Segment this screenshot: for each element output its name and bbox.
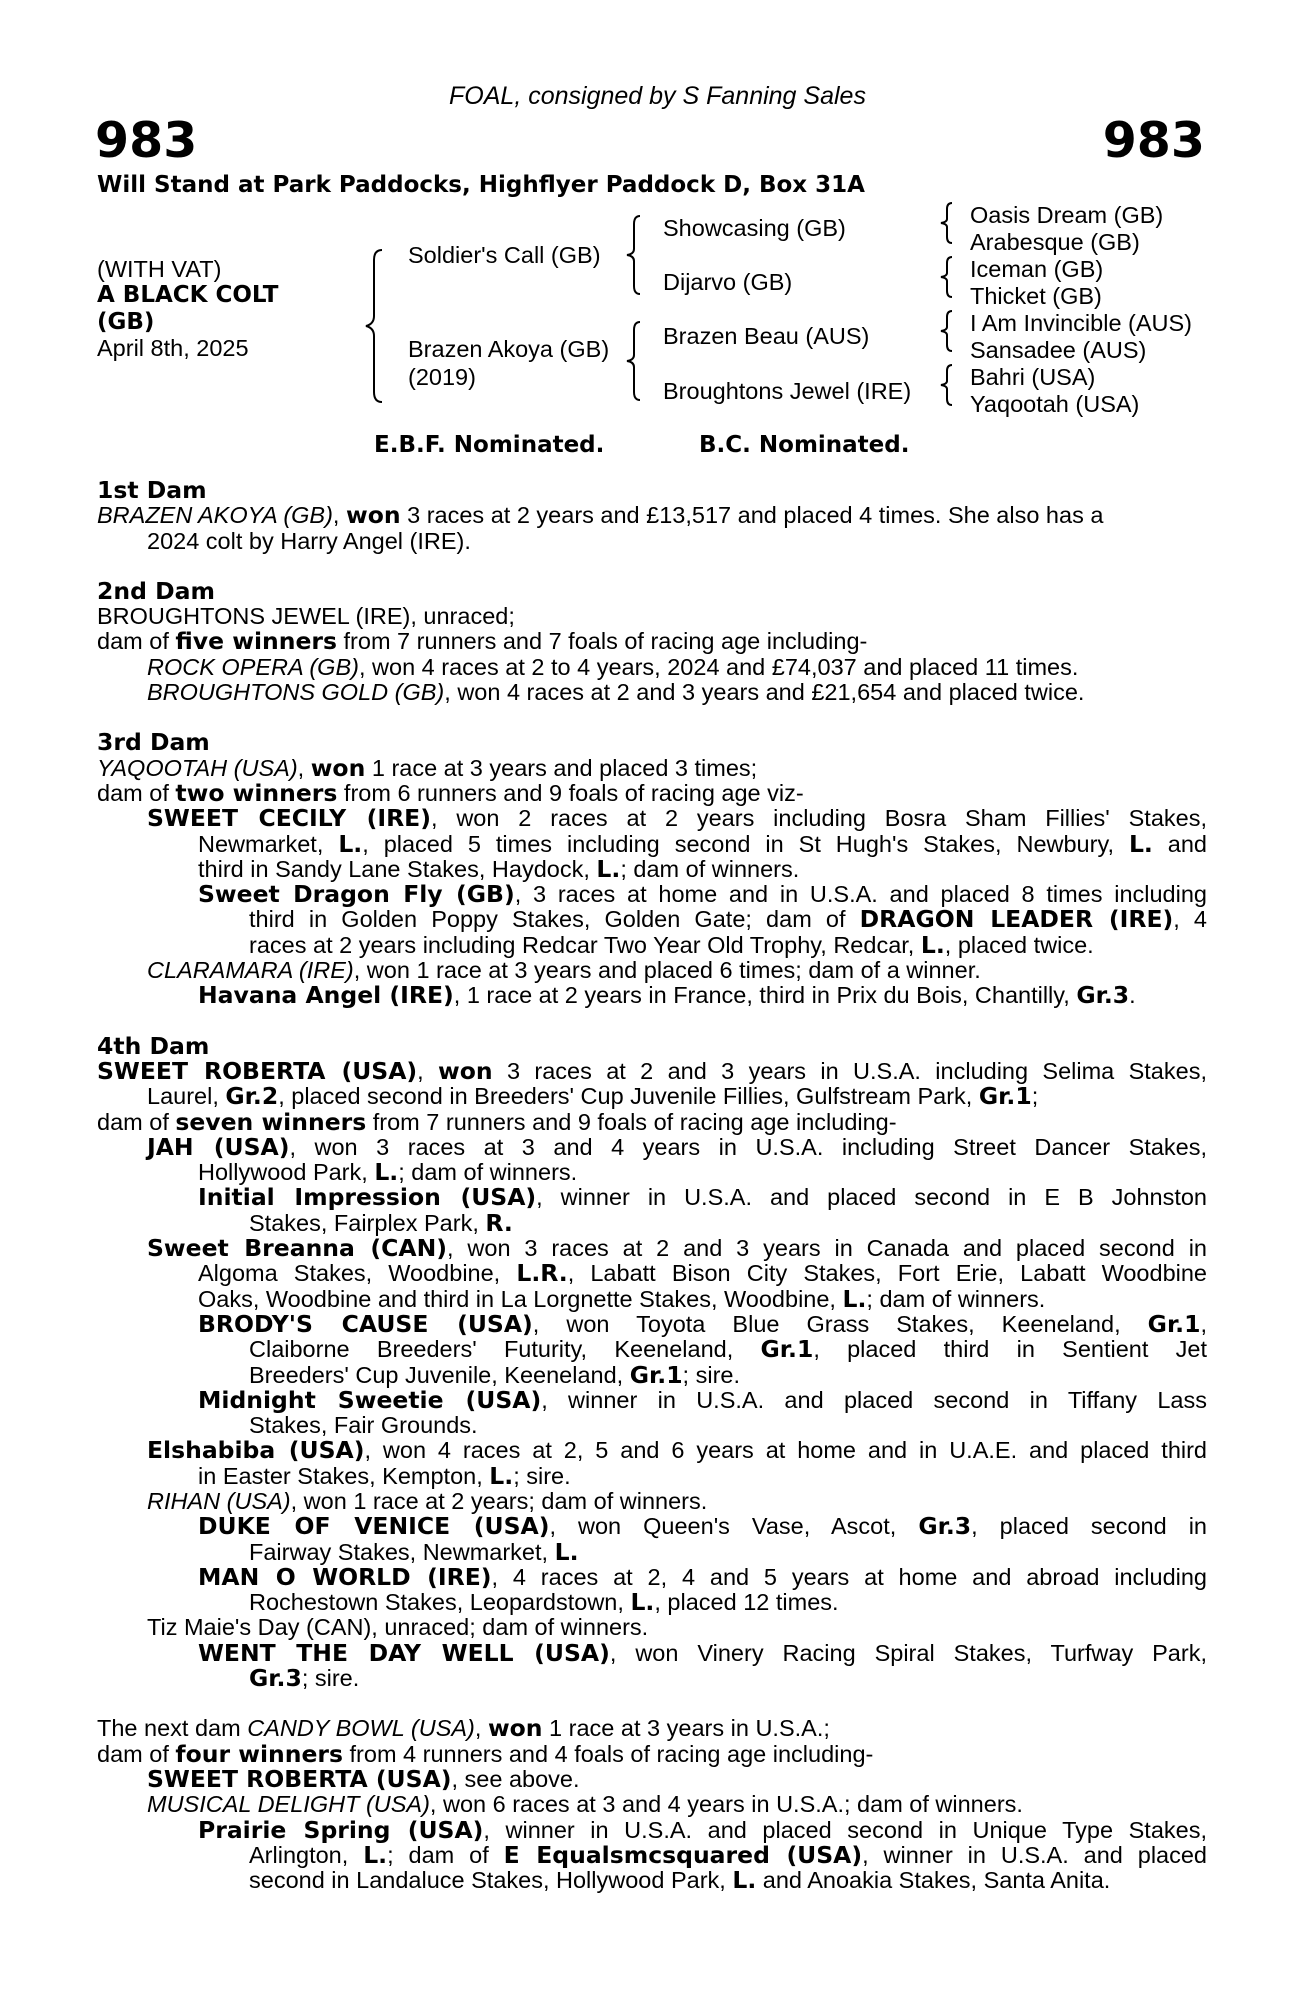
dam4-line: Laurel, Gr.2, placed second in Breeders' Cup Juvenile Fillies, Gulfstream Park, Gr.1; xyxy=(147,1082,1039,1111)
lot-number-left: 983 xyxy=(95,112,198,169)
next-dam-line: The next dam CANDY BOWL (USA), won 1 race at 3 years in U.S.A.; xyxy=(97,1714,830,1743)
dam4-line: Stakes, Fairplex Park, R. xyxy=(249,1208,513,1237)
dam4-line: Algoma Stakes, Woodbine, L.R., Labatt Bison City Stakes, Fort Erie, Labatt Woodbine xyxy=(198,1259,1208,1288)
horse-origin: (GB) xyxy=(97,309,155,335)
dam4-line: JAH (USA), won 3 races at 3 and 4 years in U.S.A. including Street Dancer Stakes, xyxy=(147,1132,1207,1161)
grand-2: Arabesque (GB) xyxy=(970,229,1140,255)
ebf-nomination: E.B.F. Nominated. xyxy=(374,432,605,458)
dam4-line: in Easter Stakes, Kempton, L.; sire. xyxy=(198,1461,571,1490)
dam4-line: Stakes, Fair Grounds. xyxy=(249,1412,478,1439)
grand-7: Bahri (USA) xyxy=(970,364,1096,390)
dam1-line: BRAZEN AKOYA (GB), won 3 races at 2 years and £13,517 and placed 4 times. She also has a xyxy=(97,501,1104,530)
consignor-line: FOAL, consigned by S Fanning Sales xyxy=(449,82,866,110)
dam2-line: BROUGHTONS GOLD (GB), won 4 races at 2 and 3 years and £21,654 and placed twice. xyxy=(147,679,1085,706)
bc-nomination: B.C. Nominated. xyxy=(699,432,910,458)
grand-6: Sansadee (AUS) xyxy=(970,337,1147,363)
dam2-line: ROCK OPERA (GB), won 4 races at 2 to 4 years, 2024 and £74,037 and placed 11 times. xyxy=(147,653,1079,680)
dam4-line: SWEET ROBERTA (USA), won 3 races at 2 and 3 years in U.S.A. including Selima Stakes, xyxy=(97,1056,1207,1085)
section-heading-3rd-dam: 3rd Dam xyxy=(97,728,210,757)
foaling-date: April 8th, 2025 xyxy=(97,335,249,361)
pedigree-notes xyxy=(97,478,1207,1893)
dam4-line: Tiz Maie's Day (CAN), unraced; dam of winners. xyxy=(147,1614,649,1641)
pedigree-brace-dam xyxy=(624,318,648,404)
grand-4: Thicket (GB) xyxy=(970,283,1102,309)
next-dam-line: dam of four winners from 4 runners and 4 foals of racing age including- xyxy=(97,1739,874,1768)
dam3-line: third in Sandy Lane Stakes, Haydock, L.; dam of winners. xyxy=(198,854,800,883)
dam-year: (2019) xyxy=(408,364,476,390)
dam3-line: CLARAMARA (IRE), won 1 race at 3 years and placed 6 times; dam of a winner. xyxy=(147,957,981,984)
dam: Brazen Akoya (GB) xyxy=(408,336,610,362)
dam4-line: MAN O WORLD (IRE), 4 races at 2, 4 and 5 years at home and abroad including xyxy=(198,1562,1207,1591)
section-heading-4th-dam: 4th Dam xyxy=(97,1031,210,1060)
pedigree-brace-g2 xyxy=(938,254,958,300)
dam4-line: Claiborne Breeders' Futurity, Keeneland, Gr.1, placed third in Sentient Jet xyxy=(249,1335,1207,1364)
section-heading-2nd-dam: 2nd Dam xyxy=(97,576,215,605)
dam3-line: Havana Angel (IRE), 1 race at 2 years in France, third in Prix du Bois, Chantilly, Gr.3. xyxy=(198,981,1136,1010)
dam1-line: 2024 colt by Harry Angel (IRE). xyxy=(147,527,471,554)
grand-3: Iceman (GB) xyxy=(970,256,1104,282)
pedigree-brace-main xyxy=(364,246,394,406)
dam4-line: Sweet Breanna (CAN), won 3 races at 2 and 3 years in Canada and placed second in xyxy=(147,1234,1207,1263)
dam4-line: RIHAN (USA), won 1 race at 2 years; dam of winners. xyxy=(147,1487,708,1514)
horse-name: A BLACK COLT xyxy=(97,282,279,308)
dam2-line: BROUGHTONS JEWEL (IRE), unraced; xyxy=(97,603,515,630)
lot-number-right: 983 xyxy=(1102,112,1205,169)
dam3-line: Newmarket, L., placed 5 times including second in St Hugh's Stakes, Newbury, L. and xyxy=(198,829,1207,858)
pedigree-brace-g3 xyxy=(938,308,958,354)
dam4-line: Midnight Sweetie (USA), winner in U.S.A. and placed second in Tiffany Lass xyxy=(198,1385,1208,1414)
grand-1: Oasis Dream (GB) xyxy=(970,202,1164,228)
dam3-line: Sweet Dragon Fly (GB), 3 races at home and in U.S.A. and placed 8 times including xyxy=(198,880,1207,909)
sire-dam: Dijarvo (GB) xyxy=(663,269,793,295)
next-dam-line: Arlington, L.; dam of E Equalsmcsquared (USA), winner in U.S.A. and placed xyxy=(249,1840,1208,1869)
dam4-line: WENT THE DAY WELL (USA), won Vinery Racing Spiral Stakes, Turfway Park, xyxy=(198,1638,1207,1667)
dam4-line: Oaks, Woodbine and third in La Lorgnette Stakes, Woodbine, L.; dam of winners. xyxy=(198,1284,1046,1313)
dam3-line: third in Golden Poppy Stakes, Golden Gate; dam of DRAGON LEADER (IRE), 4 xyxy=(249,905,1207,934)
dam3-line: SWEET CECILY (IRE), won 2 races at 2 years including Bosra Sham Fillies' Stakes, xyxy=(147,804,1207,833)
dam4-line: DUKE OF VENICE (USA), won Queen's Vase, Ascot, Gr.3, placed second in xyxy=(198,1512,1207,1541)
dam-sire: Brazen Beau (AUS) xyxy=(663,323,870,349)
dam-dam: Broughtons Jewel (IRE) xyxy=(663,378,912,404)
next-dam-line: SWEET ROBERTA (USA), see above. xyxy=(147,1764,580,1793)
dam4-line: Initial Impression (USA), winner in U.S.A. and placed second in E B Johnston xyxy=(198,1183,1207,1212)
dam4-line: Fairway Stakes, Newmarket, L. xyxy=(249,1537,579,1566)
dam3-line: races at 2 years including Redcar Two Year Old Trophy, Redcar, L., placed twice. xyxy=(249,930,1094,959)
pedigree-brace-sire xyxy=(624,212,648,298)
dam4-line: Elshabiba (USA), won 4 races at 2, 5 and 6 years at home and in U.A.E. and placed third xyxy=(147,1436,1207,1465)
dam4-line: dam of seven winners from 7 runners and 9 foals of racing age including- xyxy=(97,1107,897,1136)
dam4-line: Rochestown Stakes, Leopardstown, L., placed 12 times. xyxy=(249,1588,839,1617)
next-dam-line: MUSICAL DELIGHT (USA), won 6 races at 3 and 4 years in U.S.A.; dam of winners. xyxy=(147,1791,1023,1818)
pedigree-brace-g4 xyxy=(938,362,958,408)
sire-sire: Showcasing (GB) xyxy=(663,215,846,241)
dam3-line: dam of two winners from 6 runners and 9 foals of racing age viz- xyxy=(97,778,804,807)
pedigree-brace-g1 xyxy=(938,200,958,246)
vat-note: (WITH VAT) xyxy=(97,256,222,282)
dam2-line: dam of five winners from 7 runners and 7 foals of racing age including- xyxy=(97,627,868,656)
dam4-line: Breeders' Cup Juvenile, Keeneland, Gr.1; sire. xyxy=(249,1360,741,1389)
dam4-line: Hollywood Park, L.; dam of winners. xyxy=(198,1158,578,1187)
dam4-line: BRODY'S CAUSE (USA), won Toyota Blue Grass Stakes, Keeneland, Gr.1, xyxy=(198,1309,1207,1338)
grand-8: Yaqootah (USA) xyxy=(970,391,1140,417)
grand-5: I Am Invincible (AUS) xyxy=(970,310,1193,336)
next-dam-line: Prairie Spring (USA), winner in U.S.A. and placed second in Unique Type Stakes, xyxy=(198,1815,1207,1844)
next-dam-line: second in Landaluce Stakes, Hollywood Park, L. and Anoakia Stakes, Santa Anita. xyxy=(249,1866,1111,1895)
dam3-line: YAQOOTAH (USA), won 1 race at 3 years and placed 3 times; xyxy=(97,753,758,782)
dam4-line: Gr.3; sire. xyxy=(249,1664,360,1693)
section-heading-1st-dam: 1st Dam xyxy=(97,476,207,504)
sire: Soldier's Call (GB) xyxy=(408,242,601,268)
stand-location: Will Stand at Park Paddocks, Highflyer Paddock D, Box 31A xyxy=(97,172,865,198)
